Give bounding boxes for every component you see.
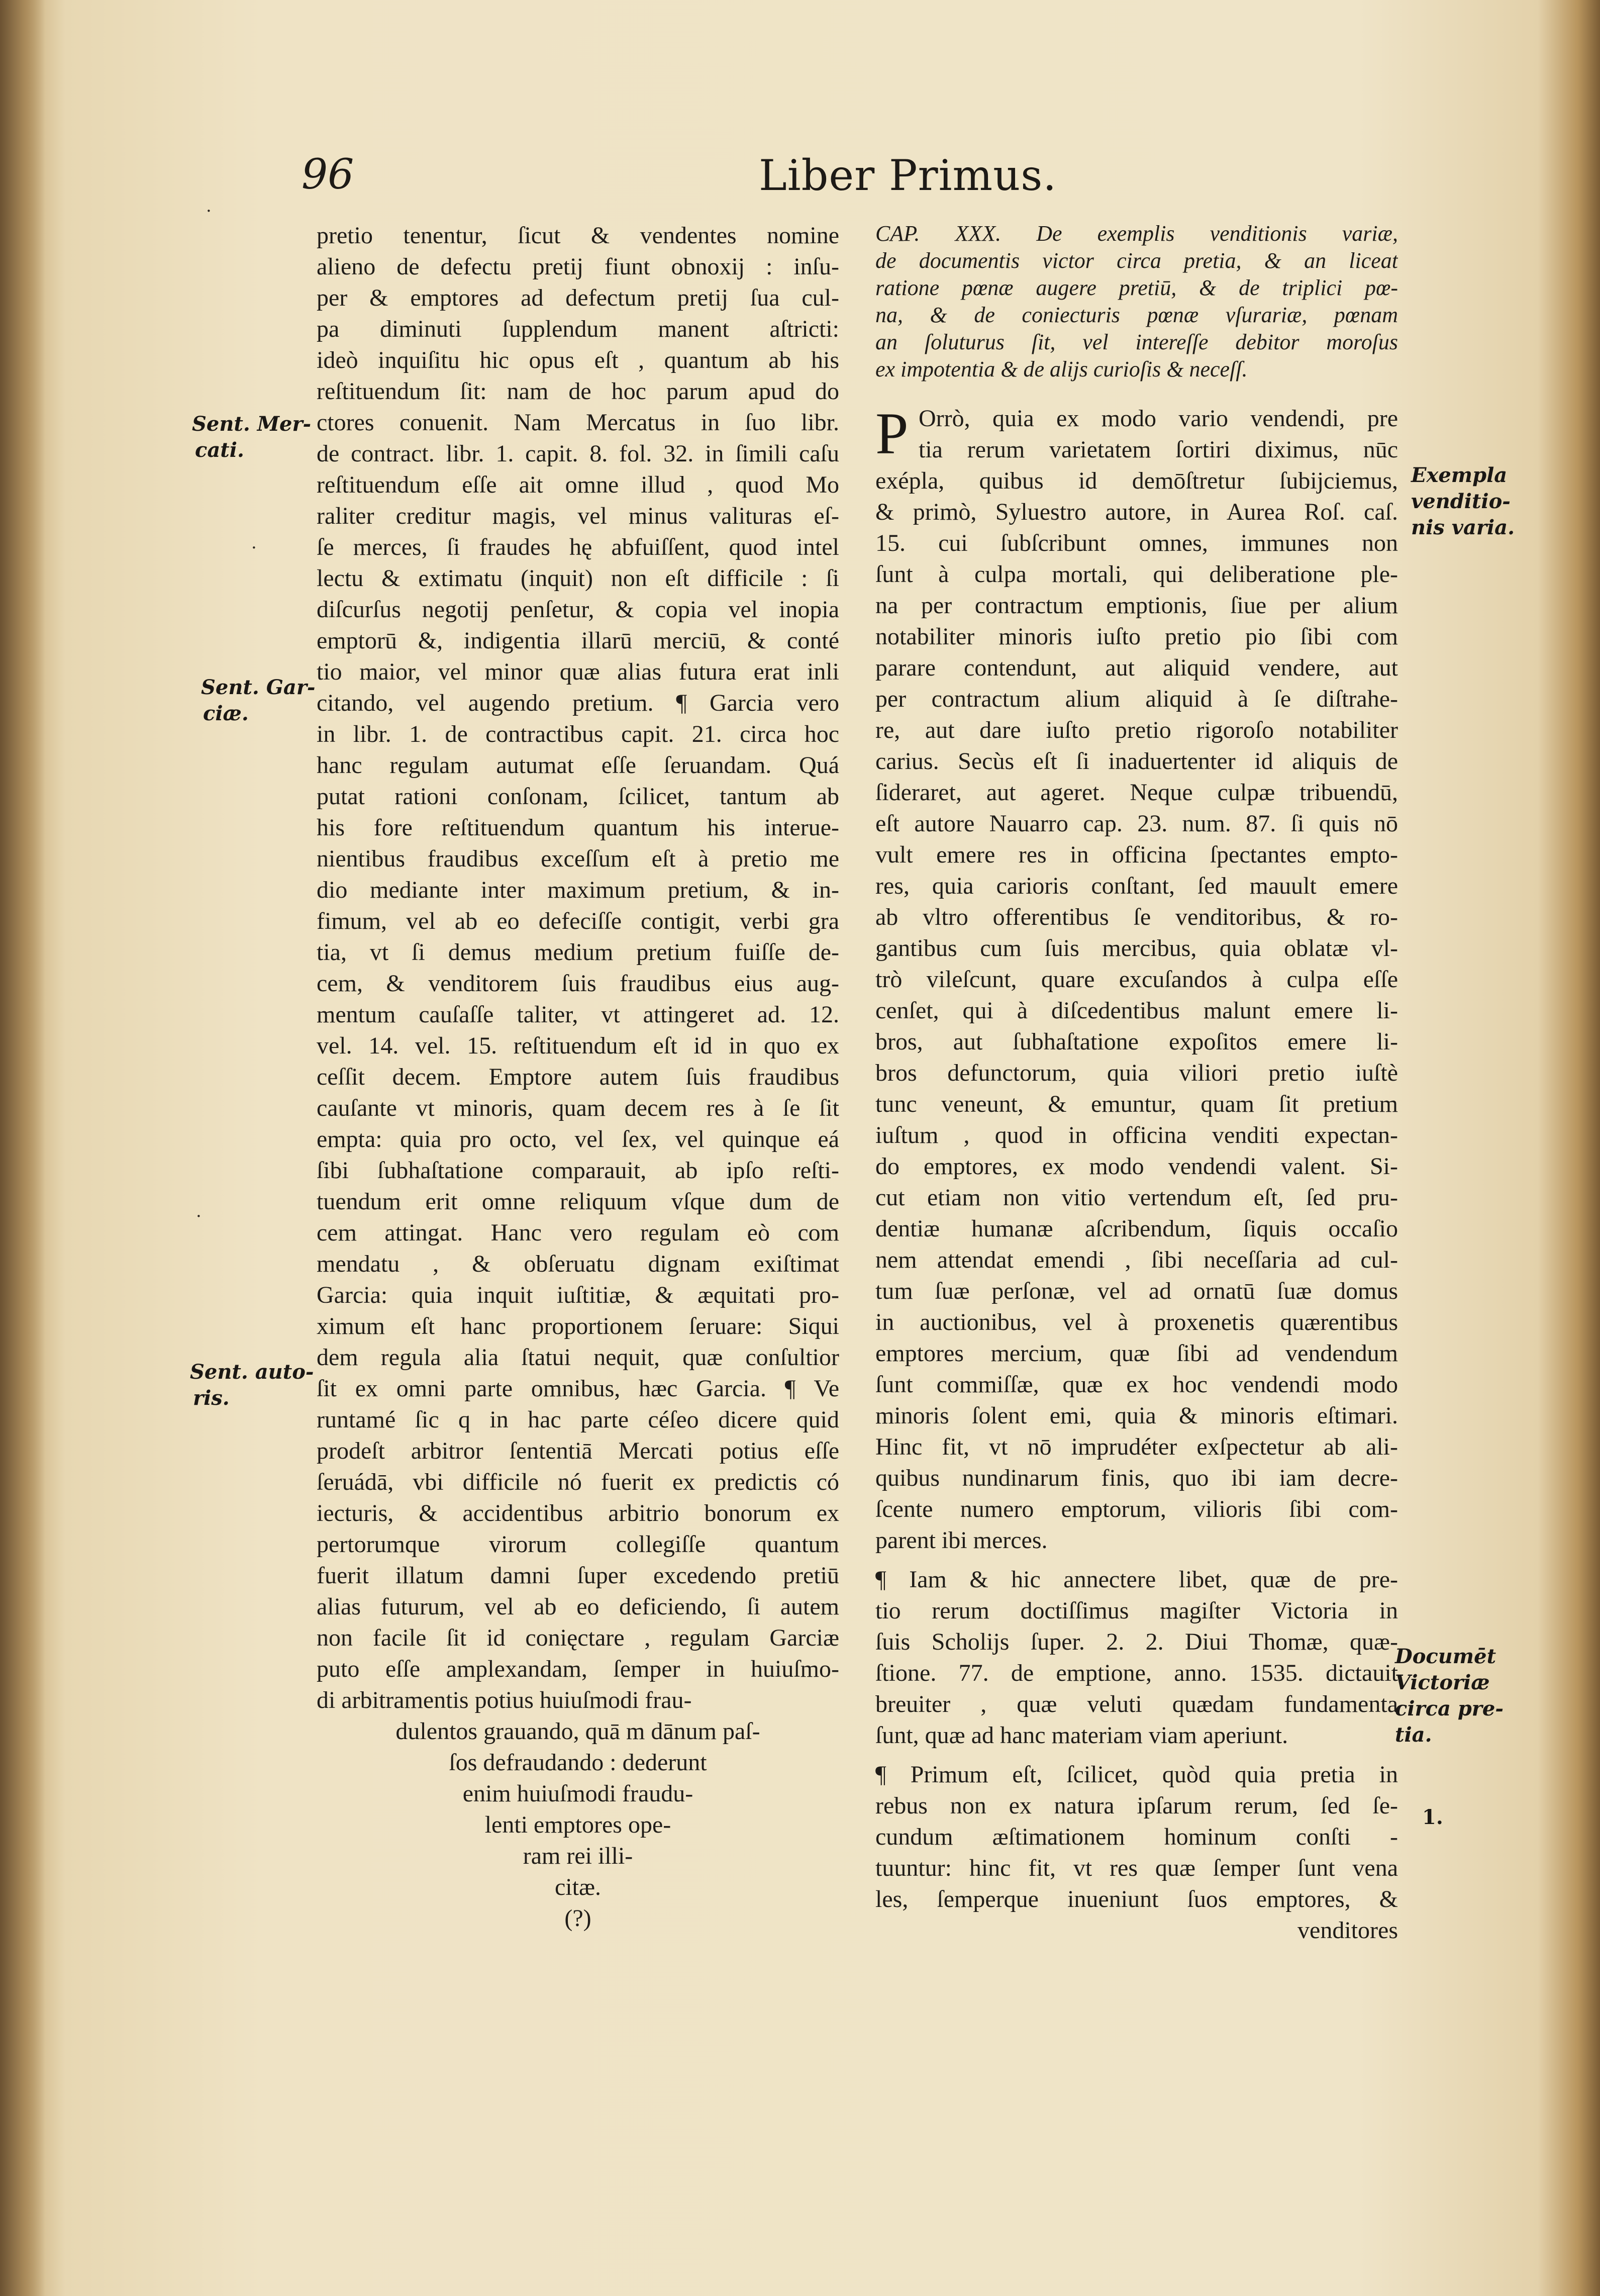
text-line: iecturis, & accidentibus arbitrio bonorum ex: [317, 1500, 839, 1526]
ink-mark: ·: [196, 1206, 202, 1226]
text-line: ram rei illi-: [523, 1843, 633, 1869]
margin-note-documenta: [1395, 1644, 1504, 1748]
margin-note-line: Sent. Gar-: [201, 676, 316, 699]
text-line: exépla, quibus id demōſtretur ſubijciemus,: [875, 467, 1398, 494]
text-line: breuiter , quæ veluti quædam fundamenta: [875, 1691, 1398, 1717]
text-line: tia, vt ſi demus medium pretium fuiſſe de-: [317, 939, 839, 966]
text-line: rebus non ex natura ipſarum rerum, ſed ſe-: [875, 1792, 1398, 1819]
text-line: tio maior, vel minor quæ alias futura erat inli: [317, 658, 839, 685]
paragraph-exempla: [875, 403, 1398, 1556]
text-line: re, aut dare iuſto pretio rigoroſo notabiliter: [875, 717, 1398, 743]
text-line: vel. 14. vel. 15. reſtituendum eſt id in quo ex: [317, 1032, 839, 1059]
margin-note-line: cati.: [195, 438, 244, 462]
text-line: runtamé ſic q in hac parte céſeo dicere quid: [317, 1406, 839, 1433]
text-line: tuendum erit omne reliquum vſque dum de: [317, 1188, 839, 1215]
text-line: ſos defraudando : dederunt: [449, 1749, 707, 1776]
margin-note-line: Sent. auto-: [190, 1360, 314, 1384]
running-title: Liber Primus.: [759, 151, 1057, 200]
text-line: na per contractum emptionis, ſiue per alium: [875, 592, 1398, 619]
page-gutter: [0, 0, 45, 2296]
text-line: bros defunctorum, quia viliori pretio iuſtè: [875, 1060, 1398, 1086]
margin-note-line: Sent. Mer-: [192, 412, 312, 436]
drop-cap: P: [875, 401, 909, 466]
text-line: ¶ Primum eſt, ſcilicet, quòd quia pretia in: [875, 1761, 1398, 1788]
text-line: parent ibi merces.: [875, 1527, 1048, 1554]
text-line: per contractum alium aliquid à ſe diſtrahe-: [875, 686, 1398, 712]
heading-line: na, & de coniecturis pœnæ vſurariæ, pœnam: [875, 303, 1398, 327]
text-line: enim huiuſmodi fraudu-: [462, 1780, 693, 1807]
text-line: ctores conuenit. Nam Mercatus in ſuo libr.: [317, 409, 839, 436]
text-line: fuerit illatum damni ſuper excedendo pretiū: [317, 1562, 839, 1589]
text-line: Orrò, quia ex modo vario vendendi, pre: [919, 405, 1398, 432]
text-line: raliter creditur magis, vel minus valituras eſ-: [317, 503, 839, 529]
text-line: ſibi ſubhaſtatione comparauit, ab ipſo reſti-: [317, 1157, 839, 1184]
text-line: nientibus fraudibus exceſſum eſt à pretio me: [317, 845, 839, 872]
text-line: prodeſt arbitror ſententiā Mercati potius eſſe: [317, 1438, 839, 1464]
text-line: lenti emptores ope-: [484, 1811, 671, 1838]
text-line: citæ.: [555, 1874, 601, 1900]
text-line: carius. Secùs eſt ſi inaduertenter id aliquis de: [875, 748, 1398, 775]
text-line: ſcente numero emptorum, vilioris ſibi com-: [875, 1496, 1398, 1522]
left-column: [317, 220, 839, 1934]
text-line: his fore reſtituendum quantum his interue-: [317, 814, 839, 841]
text-line: ceſſit decem. Emptore autem ſuis fraudibus: [317, 1064, 839, 1090]
text-line: quibus nundinarum finis, quo ibi iam decre-: [875, 1465, 1398, 1491]
text-line: vult emere res in officina ſpectantes empto-: [875, 841, 1398, 868]
text-line: in libr. 1. de contractibus capit. 21. circa hoc: [317, 721, 839, 747]
chapter-heading: [875, 220, 1398, 383]
margin-note-line: venditio-: [1411, 490, 1511, 513]
text-line: putat rationi conſonam, ſcilicet, tantum ab: [317, 783, 839, 810]
margin-note-line: Documēt: [1395, 1645, 1496, 1668]
margin-note-line: ris.: [193, 1386, 230, 1410]
text-line: ſunt, quæ ad hanc materiam viam aperiunt.: [875, 1722, 1288, 1749]
text-line: gantibus cum ſuis mercibus, quia oblatæ vl-: [875, 935, 1398, 962]
text-line: nem attendat emendi , ſibi neceſſaria ad cul-: [875, 1247, 1398, 1273]
text-line: les, ſemperque inueniunt ſuos emptores, &: [875, 1886, 1398, 1912]
margin-note-line: ciæ.: [203, 702, 249, 725]
text-line: trò vileſcunt, quare excuſandos à culpa eſſe: [875, 966, 1398, 993]
text-line: ſit ex omni parte omnibus, hæc Garcia. ¶ Ve: [317, 1375, 839, 1402]
text-line: emptores mercium, quæ ſibi ad vendendum: [875, 1340, 1398, 1367]
margin-note-exempla: [1411, 462, 1515, 541]
text-line: ſe merces, ſi fraudes hę abfuiſſent, quod intel: [317, 534, 839, 560]
text-line: Garcia: quia inquit iuſtitiæ, & æquitati pro-: [317, 1282, 839, 1308]
text-line: parare contendunt, aut aliquid vendere, aut: [875, 654, 1398, 681]
text-line: ſideraret, aut ageret. Neque culpæ tribuendū,: [875, 779, 1398, 806]
heading-line: ex impotentia & de alijs curioſis & neceſſ.: [875, 357, 1248, 381]
text-line: tunc veneunt, & emuntur, quam ſit pretium: [875, 1091, 1398, 1117]
page-header: [0, 151, 1600, 211]
text-line: minoris ſolent emi, quia & minoris eſtimari.: [875, 1402, 1398, 1429]
text-line: ſuis Scholijs ſuper. 2. 2. Diui Thomæ, quæ-: [875, 1629, 1398, 1655]
text-line: bros, aut ſubhaſtatione expoſitos emere li-: [875, 1028, 1398, 1055]
text-line: cundum æſtimationem hominum conſti -: [875, 1824, 1398, 1850]
heading-line: ratione pœnæ augere pretiū, & de triplici pœ-: [875, 275, 1398, 300]
text-line: fimum, vel ab eo defeciſſe contigit, verbi gra: [317, 908, 839, 934]
margin-note-sent-mercati: [192, 411, 311, 463]
text-line: reſtituendum eſſe ait omne illud , quod Mo: [317, 471, 839, 498]
text-line: hanc regulam autumat eſſe ſeruandam. Quá: [317, 752, 839, 779]
text-line: do emptores, ex modo vendendi valent. Si-: [875, 1153, 1398, 1180]
text-line: tia rerum varietatem ſortiri diximus, nūc: [919, 436, 1398, 463]
text-line: tuuntur: hinc fit, vt res quæ ſemper ſunt vena: [875, 1855, 1398, 1881]
text-line: res, quia carioris conſtant, ſed mauult emere: [875, 873, 1398, 899]
page-number: 96: [302, 151, 354, 199]
text-line: cauſante vt minoris, quam decem res à ſe ſit: [317, 1095, 839, 1121]
text-line: alias futurum, vel ab eo deficiendo, ſi autem: [317, 1593, 839, 1620]
text-line: mendatu , & obſeruatu dignam exiſtimat: [317, 1251, 839, 1277]
text-line: ximum eſt hanc proportionem ſeruare: Siqui: [317, 1313, 839, 1340]
text-line: iuſtum , quod in officina venditi expectan-: [875, 1122, 1398, 1149]
margin-note-line: 1.: [1422, 1805, 1443, 1829]
text-line: pertorumque virorum collegiſſe quantum: [317, 1531, 839, 1558]
text-line: de contract. libr. 1. capit. 8. fol. 32. in ſimili caſu: [317, 440, 839, 467]
text-line: alieno de defectu pretij fiunt obnoxij : inſu-: [317, 253, 839, 280]
margin-note-numeral: [1422, 1804, 1443, 1831]
text-line: citando, vel augendo pretium. ¶ Garcia vero: [317, 690, 839, 716]
ink-mark: ·: [206, 201, 212, 221]
margin-note-line: Exempla: [1411, 463, 1508, 487]
text-line: pa diminuti ſupplendum manent aſtricti:: [317, 316, 839, 342]
margin-note-line: Victoriæ: [1395, 1671, 1490, 1694]
text-line: pretio tenentur, ſicut & vendentes nomine: [317, 222, 839, 249]
margin-note-line: tia.: [1395, 1723, 1432, 1747]
margin-note-sent-garciae: [201, 675, 316, 727]
text-line: di arbitramentis potius huiuſmodi frau-: [317, 1687, 692, 1713]
text-line: tum ſuæ perſonæ, vel ad ornatū ſuæ domus: [875, 1278, 1398, 1304]
text-line: cut etiam non vitio vertendum eſt, ſed pru-: [875, 1184, 1398, 1211]
text-line: 15. cui ſubſcribunt omnes, immunes non: [875, 530, 1398, 556]
heading-line: CAP. XXX. De exemplis venditionis variæ,: [875, 221, 1398, 246]
paragraph-primum: [875, 1759, 1398, 1946]
text-line: non facile ſit id conięctare , regulam Garciæ: [317, 1624, 839, 1651]
text-line: cem attingat. Hanc vero regulam eò com: [317, 1219, 839, 1246]
heading-line: de documentis victor circa pretia, & an liceat: [875, 248, 1398, 273]
margin-note-line: circa pre-: [1395, 1697, 1504, 1720]
text-line: lectu & extimatu (inquit) non eſt difficile : ſi: [317, 565, 839, 592]
paragraph-victoria: [875, 1564, 1398, 1751]
left-column-body: [317, 220, 839, 1716]
text-line: mentum cauſaſſe taliter, vt attingeret ad. 12.: [317, 1001, 839, 1028]
text-line: cem, & venditorem ſuis fraudibus eius aug-: [317, 970, 839, 997]
text-line: eſt autore Nauarro cap. 23. num. 87. ſi quis nō: [875, 810, 1398, 837]
text-line: ſeruádā, vbi difficile nó fuerit ex predictis có: [317, 1469, 839, 1495]
text-line: diſcurſus negotij penſetur, & copia vel inopia: [317, 596, 839, 623]
left-column-tail: [317, 1716, 839, 1934]
text-line: puto eſſe amplexandam, ſemper in huiuſmo-: [317, 1656, 839, 1682]
margin-note-line: nis varia.: [1411, 516, 1515, 539]
text-line: notabiliter minoris iuſto pretio pio ſibi com: [875, 623, 1398, 650]
text-line: dem regula alia ſtatui nequit, quæ conſultior: [317, 1344, 839, 1371]
text-line: ¶ Iam & hic annectere libet, quæ de pre-: [875, 1566, 1398, 1593]
text-line: emptorū &, indigentia illarū merciū, & conté: [317, 627, 839, 654]
ink-mark: ·: [251, 538, 257, 558]
right-column: [875, 220, 1398, 1946]
text-line: (?): [564, 1905, 591, 1932]
text-line: ideò inquiſitu hic opus eſt , quantum ab his: [317, 347, 839, 373]
text-line: ab vltro offerentibus ſe venditoribus, & ro-: [875, 904, 1398, 930]
text-line: & primò, Syluestro autore, in Aurea Roſ. caſ.: [875, 499, 1398, 525]
text-line: ſunt commiſſæ, quæ ex hoc vendendi modo: [875, 1371, 1398, 1398]
text-line: ſtione. 77. de emptione, anno. 1535. dictauit: [875, 1660, 1398, 1686]
text-line: empta: quia pro octo, vel ſex, vel quinque eá: [317, 1126, 839, 1153]
text-line: dulentos grauando, quā m dānum paſ-: [395, 1718, 760, 1745]
text-line: Hinc fit, vt nō imprudéter exſpectetur ab ali-: [875, 1433, 1398, 1460]
text-line: venditores: [1297, 1917, 1398, 1944]
text-line: in auctionibus, vel à proxenetis quærentibus: [875, 1309, 1398, 1335]
heading-line: an ſoluturus ſit, vel intereſſe debitor moroſus: [875, 330, 1398, 354]
text-line: dentiæ humanæ aſcribendum, ſiquis occaſio: [875, 1215, 1398, 1242]
margin-note-sent-autoris: [190, 1359, 314, 1411]
text-line: reſtituendum ſit: nam de hoc parum apud do: [317, 378, 839, 405]
text-line: ſunt à culpa mortali, qui deliberatione ple-: [875, 561, 1398, 588]
text-line: dio mediante inter maximum pretium, & in-: [317, 877, 839, 903]
text-line: tio rerum doctiſſimus magiſter Victoria in: [875, 1597, 1398, 1624]
text-line: cenſet, qui à diſcedentibus malunt emere li-: [875, 997, 1398, 1024]
text-line: per & emptores ad defectum pretij ſua cul-: [317, 284, 839, 311]
